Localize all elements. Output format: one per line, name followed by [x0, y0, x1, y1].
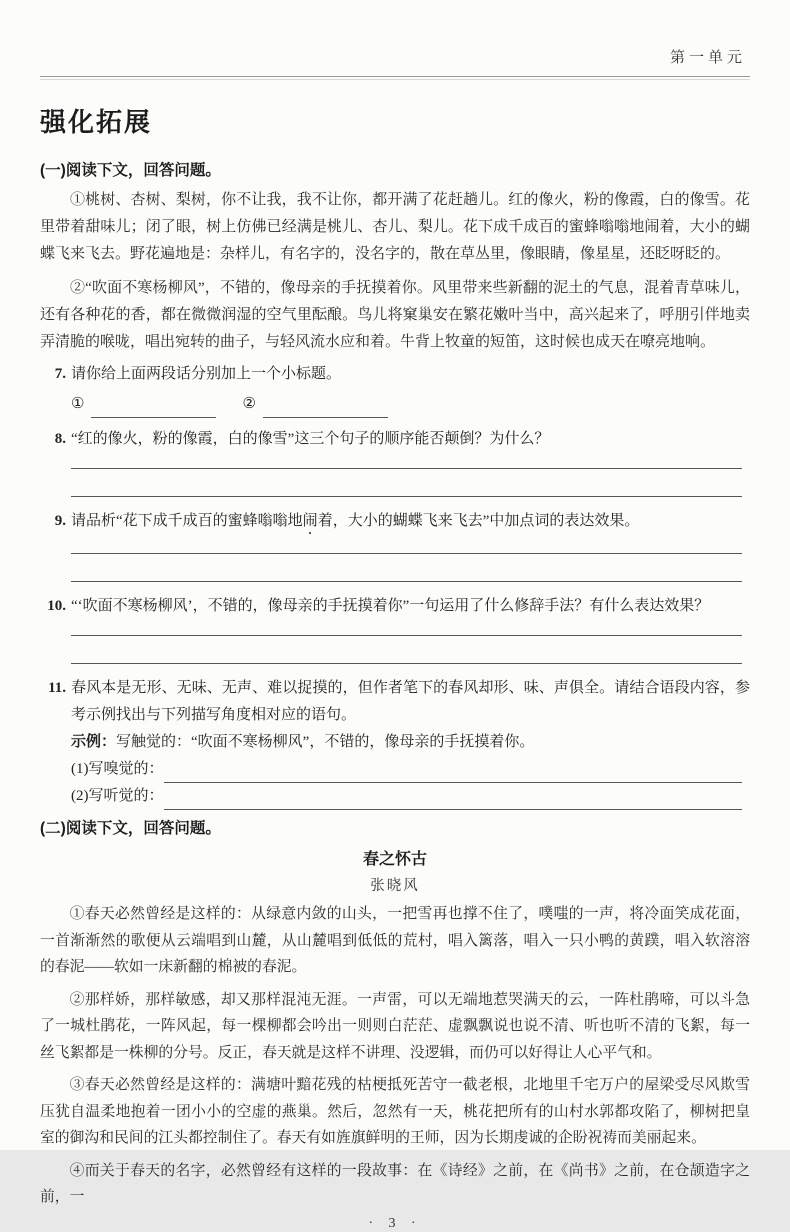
question-11	[40, 675, 750, 810]
answer-line	[71, 636, 742, 664]
question-8	[40, 426, 750, 453]
question-8-answer-lines	[71, 453, 742, 497]
question-10-answer-lines	[71, 620, 742, 664]
blank-1-label: ①	[71, 396, 85, 412]
question-11-subitem-1	[71, 756, 750, 783]
question-10-number: 10.	[47, 598, 66, 614]
question-11-subitem-2	[71, 783, 750, 810]
question-11-example	[71, 729, 750, 756]
essay-paragraph-1: ①春天必然曾经是这样的：从绿意内敛的山头，一把雪再也撑不住了，噗嗤的一声，将冷面笑成花面，一首渐渐然的歌便从云端唱到山麓，从山麓唱到低低的荒村，唱入篱落，唱入一只小鸭的黄蹼，唱入软溶溶的春泥——软如一床新翻的棉被的春泥。	[40, 906, 750, 975]
essay-paragraph-2: ②那样娇，那样敏感，却又那样混沌无涯。一声雷，可以无端地惹哭满天的云，一阵杜鹃啼，可以斗急了一城杜鹃花，一阵风起，每一棵柳都会吟出一则则白茫茫、虚飘飘说也说不清、听也听不清的飞絮，每一丝飞絮都是一株柳的分号。反正，春天就是这样不讲理、没逻辑，而仍可以好得让人心平气和。	[40, 991, 750, 1061]
subitem-2-label: (2)写听觉的：	[71, 788, 164, 804]
answer-line	[71, 453, 742, 469]
question-8-text: “红的像火，粉的像霞，白的像雪”这三个句子的顺序能否颠倒？为什么？	[71, 431, 550, 447]
essay-paragraph-4: ④而关于春天的名字，必然曾经有这样的一段故事：在《诗经》之前，在《尚书》之前，在仓颉造字之前，一	[40, 1162, 750, 1205]
part2-heading: (二)阅读下文，回答问题。	[40, 820, 221, 837]
answer-blank-1	[91, 398, 216, 418]
answer-line	[71, 620, 742, 636]
subitem-2-blank	[164, 787, 743, 810]
question-8-number: 8.	[54, 431, 66, 447]
page-number: · 3 ·	[368, 1215, 422, 1231]
question-11-text: 春风本是无形、无味、无声、难以捉摸的，但作者笔下的春风却形、味、声俱全。请结合语段内容，参考示例找出与下列描写角度相对应的语句。	[71, 680, 750, 723]
question-11-number: 11.	[48, 680, 66, 696]
essay-paragraph-3: ③春天必然曾经是这样的：满塘叶黯花残的枯梗抵死苦守一截老根，北地里千宅万户的屋梁受尽风欺雪压犹自温柔地抱着一团小小的空虚的燕巢。然后，忽然有一天，桃花把所有的山村水郭都攻陷了，柳树把皇室的御沟和民间的江头都控制住了。春天有如旌旗鲜明的王师，因为长期虔诚的企盼祝祷而美丽起来。	[40, 1077, 750, 1146]
question-7-text: 请你给上面两段话分别加上一个小标题。	[71, 366, 342, 382]
subitem-1-label: (1)写嗅觉的：	[71, 761, 164, 777]
question-7	[40, 361, 750, 421]
essay-author: 张晓风	[370, 878, 420, 894]
question-10	[40, 593, 750, 620]
unit-header: 第一单元	[669, 50, 746, 66]
question-9-text-post: 着，大小的蝴蝶飞来飞去”中加点词的表达效果。	[317, 513, 640, 529]
section-title: 强化拓展	[40, 107, 153, 137]
answer-line	[71, 554, 742, 582]
question-9-number: 9.	[54, 513, 66, 529]
answer-line	[71, 469, 742, 497]
header-divider	[40, 76, 750, 80]
reading-passage-1: ①桃树、杏树、梨树，你不让我，我不让你，都开满了花赶趟儿。红的像火，粉的像霞，白的像雪。花里带着甜味儿；闭了眼，树上仿佛已经满是桃儿、杏儿、梨儿。花下成千成百的蜜蜂嗡嗡地闹着，大小的蝴蝶飞来飞去。野花遍地是：杂样儿，有名字的，没名字的，散在草丛里，像眼睛，像星星，还眨呀眨的。	[40, 192, 750, 262]
question-9-emphasized-word: 闹	[302, 513, 318, 529]
part1-heading: (一)阅读下文，回答问题。	[40, 162, 221, 179]
reading-passage-2: ②“吹面不寒杨柳风”，不错的，像母亲的手抚摸着你。风里带来些新翻的泥土的气息，混着青草味儿，还有各种花的香，都在微微润湿的空气里酝酿。鸟儿将窠巢安在繁花嫩叶当中，高兴起来了，呼朋引伴地卖弄清脆的喉咙，唱出宛转的曲子，与轻风流水应和着。牛背上牧童的短笛，这时候也成天在嘹亮地响。	[40, 280, 750, 350]
example-label: 示例：	[71, 734, 117, 750]
question-9	[40, 508, 750, 538]
question-9-text-pre: 请品析“花下成千成百的蜜蜂嗡嗡地	[71, 513, 303, 529]
answer-blank-2	[263, 398, 388, 418]
question-9-answer-lines	[71, 538, 742, 582]
blank-2-label: ②	[242, 396, 256, 412]
subitem-1-blank	[164, 760, 743, 783]
question-7-number: 7.	[54, 366, 66, 382]
example-text: 写触觉的：“吹面不寒杨柳风”，不错的，像母亲的手抚摸着你。	[116, 734, 535, 750]
question-7-blanks	[71, 391, 750, 421]
essay-title: 春之怀古	[362, 851, 427, 868]
answer-line	[71, 538, 742, 554]
question-10-text: “‘吹面不寒杨柳风’，不错的，像母亲的手抚摸着你”一句运用了什么修辞手法？有什么表达效果？	[71, 598, 710, 614]
